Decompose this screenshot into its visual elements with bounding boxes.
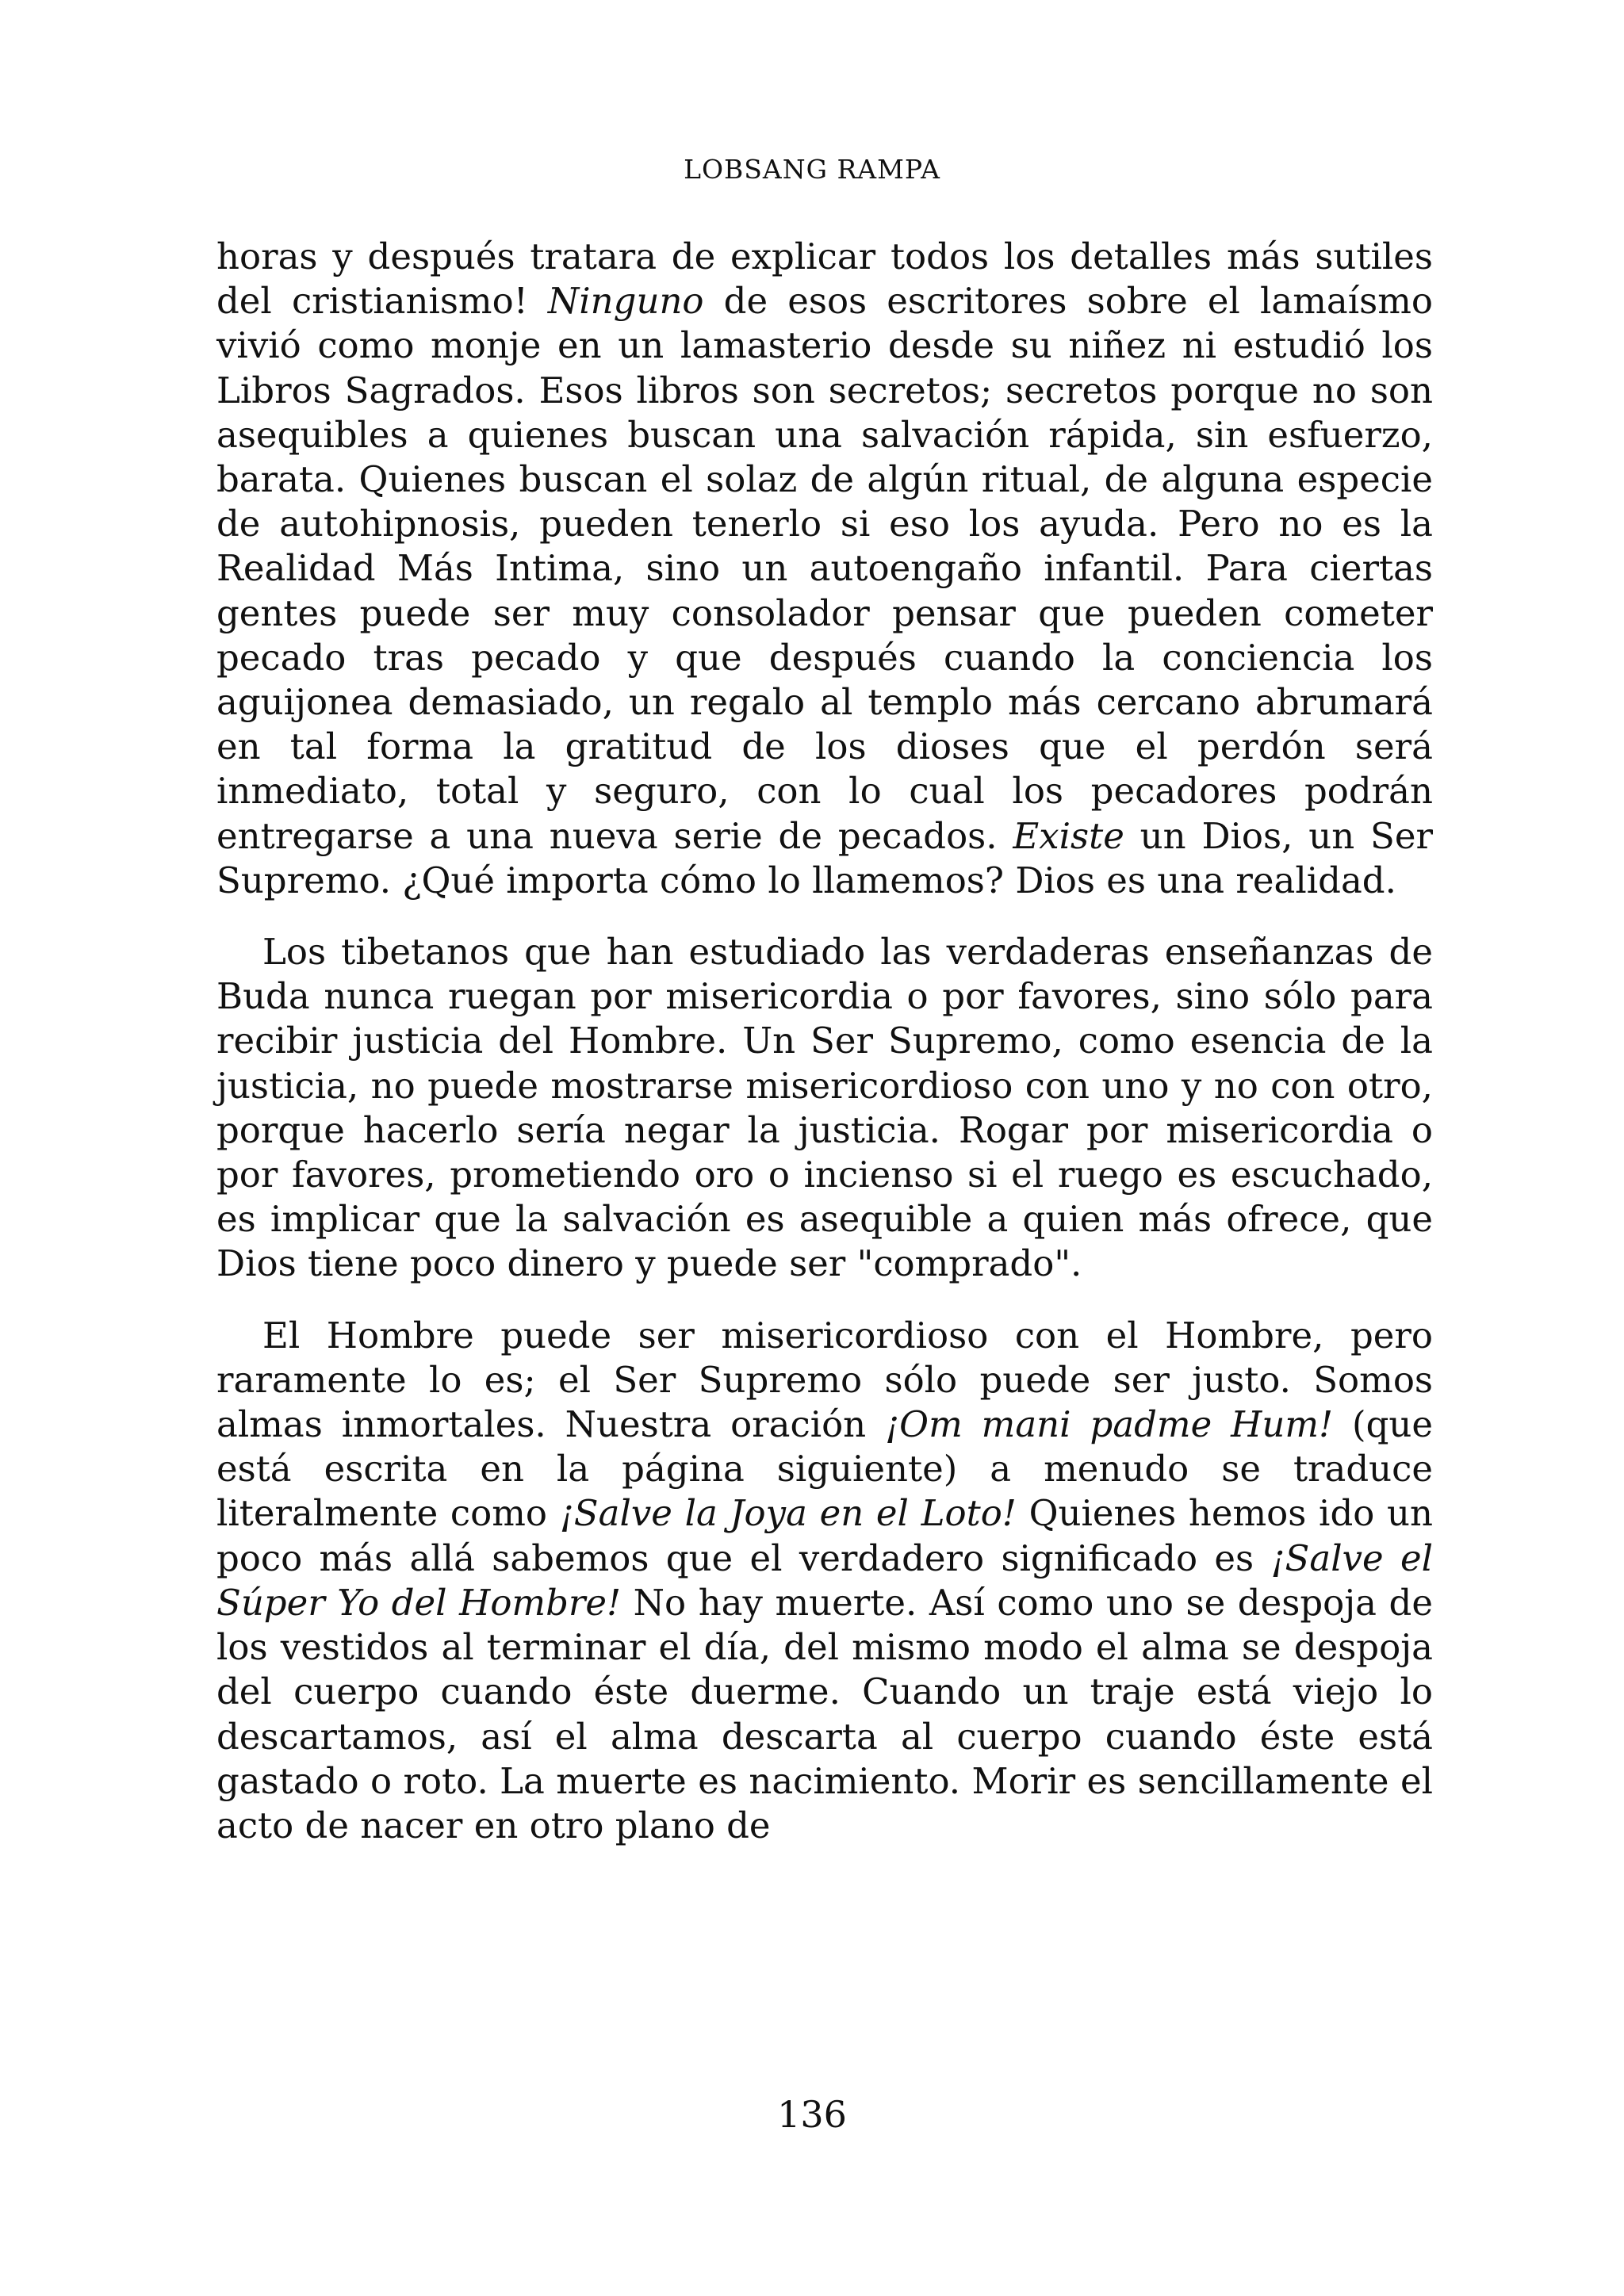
paragraph-1-text-a: horas y después tratara de explicar todos los detalles más sutiles del cristianismo! <box>216 235 1433 323</box>
paragraph-3-italic-b: ¡Salve la Joya en el Loto! <box>559 1492 1017 1535</box>
paragraph-3-text-c: Quienes hemos ido un poco más allá sabemos que el verdadero significado es <box>216 1492 1434 1579</box>
paragraph-2-text-a: Los tibetanos que han estudiado las verdaderas enseñanzas de Buda nunca ruegan por misericordia o por favores, sino sólo para recibir justicia del Hombre. Un Ser Supremo, como esencia de la justicia, no puede mostrarse misericordioso con uno y no con otro, porque hacerlo sería negar la justicia. Rogar por misericordia o por favores, prometiendo oro o incienso si el ruego es escuchado, es implicar que la salvación es asequible a quien más ofrece, que Dios tiene poco dinero y puede ser "comprado". <box>216 931 1433 1285</box>
page-number: 136 <box>777 2093 847 2136</box>
paragraph-3-text-d: No hay muerte. Así como uno se despoja de los vestidos al terminar el día, del mismo modo el alma se despoja del cuerpo cuando éste duerme. Cuando un traje está viejo lo descartamos, así el alma descarta al cuerpo cuando éste está gastado o roto. La muerte es nacimiento. Morir es sencillamente el acto de nacer en otro plano de <box>216 1581 1433 1846</box>
paragraph-3-text-a: El Hombre puede ser misericordioso con el Hombre, pero raramente lo es; el Ser Supremo sólo puede ser justo. Somos almas inmortales. Nuestra oración <box>216 1314 1433 1446</box>
paragraph-3-italic-a: ¡Om mani padme Hum! <box>885 1403 1334 1446</box>
paragraph-1 <box>216 235 1433 903</box>
paragraph-3-text-b: (que está escrita en la página siguiente) a menudo se traduce literalmente como <box>216 1403 1434 1535</box>
paragraph-1-text-c: un Dios, un Ser Supremo. ¿Qué importa cómo lo llamemos? Dios es una realidad. <box>216 814 1433 901</box>
paragraph-3-italic-c: ¡Salve el Súper Yo del Hombre! <box>216 1536 1433 1624</box>
paragraph-2 <box>216 930 1433 1287</box>
running-head: LOBSANG RAMPA <box>684 154 940 185</box>
paragraph-1-italic-b: Existe <box>1013 814 1124 857</box>
paragraph-1-text-b: de esos escritores sobre el lamaísmo vivió como monje en un lamasterio desde su niñez ni estudió los Libros Sagrados. Esos libros son secretos; secretos porque no son asequibles a quienes buscan una salvación rápida, sin esfuerzo, barata. Quienes buscan el solaz de algún ritual, de alguna especie de autohipnosis, pueden tenerlo si eso los ayuda. Pero no es la Realidad Más Intima, sino un autoengaño infantil. Para ciertas gentes puede ser muy consolador pensar que pueden cometer pecado tras pecado y que después cuando la conciencia los aguijonea demasiado, un regalo al templo más cercano abrumará en tal forma la gratitud de los dioses que el perdón será inmediato, total y seguro, con lo cual los pecadores podrán entregarse a una nueva serie de pecados. <box>216 280 1433 857</box>
paragraph-3 <box>216 1314 1433 1848</box>
paragraph-1-italic-a: Ninguno <box>547 280 704 323</box>
body-text <box>216 235 1433 1848</box>
